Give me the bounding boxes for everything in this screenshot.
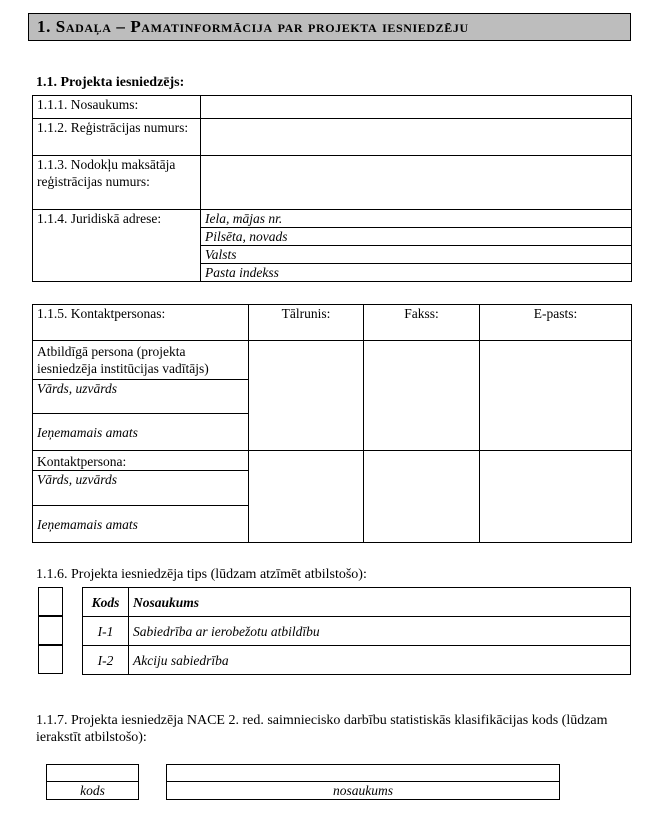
reg-label: 1.1.2. Reģistrācijas numurs: [33,119,201,156]
contact-email[interactable] [480,451,632,543]
address-label: 1.1.4. Juridiskā adrese: [33,210,201,282]
contacts-label: 1.1.5. Kontaktpersonas: [33,305,249,341]
nace-code-caption: kods [46,781,139,800]
section-title: 1. Sadaļa – Pamatinformācija par projekta iesniedzēju [28,13,631,41]
nace-label: 1.1.7. Projekta iesniedzēja NACE 2. red. saimniecisko darbību statistiskās klasifikācijas kods (lūdzam ierakstīt atbilstošo): [36,713,608,745]
responsible-label: Atbildīgā persona (projekta iesniedzēja institūcijas vadītājs) [33,341,248,380]
contacts-table [32,304,632,543]
contact-phone[interactable] [249,451,364,543]
tax-label: 1.1.3. Nodokļu maksātāja reģistrācijas numurs: [33,156,201,210]
applicant-heading: 1.1. Projekta iesniedzējs: [36,75,185,90]
type-checkbox-header [38,587,63,616]
contact-position-field[interactable]: Ieņemamais amats [37,516,138,532]
responsible-fax[interactable] [364,341,480,451]
responsible-email[interactable] [480,341,632,451]
contact-fax[interactable] [364,451,480,543]
type-table [82,587,631,675]
address-city[interactable]: Pilsēta, novads [201,228,631,246]
address-postcode[interactable]: Pasta indekss [205,265,279,280]
name-field[interactable] [201,96,632,119]
type-name-i2: Akciju sabiedrība [129,646,631,675]
responsible-name-field[interactable]: Vārds, uzvārds [33,380,248,414]
nace-code-field[interactable] [46,764,139,782]
type-name-i1: Sabiedrība ar ierobežotu atbildību [129,617,631,646]
responsible-phone[interactable] [249,341,364,451]
contact-person-cell [33,451,249,543]
type-col-code: Kods [83,588,129,617]
contact-name-field[interactable]: Vārds, uzvārds [33,471,248,506]
type-checkbox-i1[interactable] [38,616,63,645]
type-code-i1: I-1 [83,617,129,646]
type-label: 1.1.6. Projekta iesniedzēja tips (lūdzam atzīmēt atbilstošo): [36,567,367,582]
responsible-person-cell [33,341,249,451]
tax-field[interactable] [201,156,632,210]
address-street[interactable]: Iela, mājas nr. [201,210,631,228]
nace-name-caption: nosaukums [166,781,560,800]
email-header: E-pasts: [480,305,632,341]
fax-header: Fakss: [364,305,480,341]
type-col-name: Nosaukums [129,588,631,617]
nace-name-field[interactable] [166,764,560,782]
name-label: 1.1.1. Nosaukums: [33,96,201,119]
applicant-table [32,95,632,282]
phone-header: Tālrunis: [249,305,364,341]
responsible-position-field[interactable]: Ieņemamais amats [37,424,138,440]
contact-person-label: Kontaktpersona: [33,451,248,471]
type-checkbox-i2[interactable] [38,645,63,674]
address-cell [201,210,632,282]
reg-field[interactable] [201,119,632,156]
address-country[interactable]: Valsts [201,246,631,264]
type-code-i2: I-2 [83,646,129,675]
